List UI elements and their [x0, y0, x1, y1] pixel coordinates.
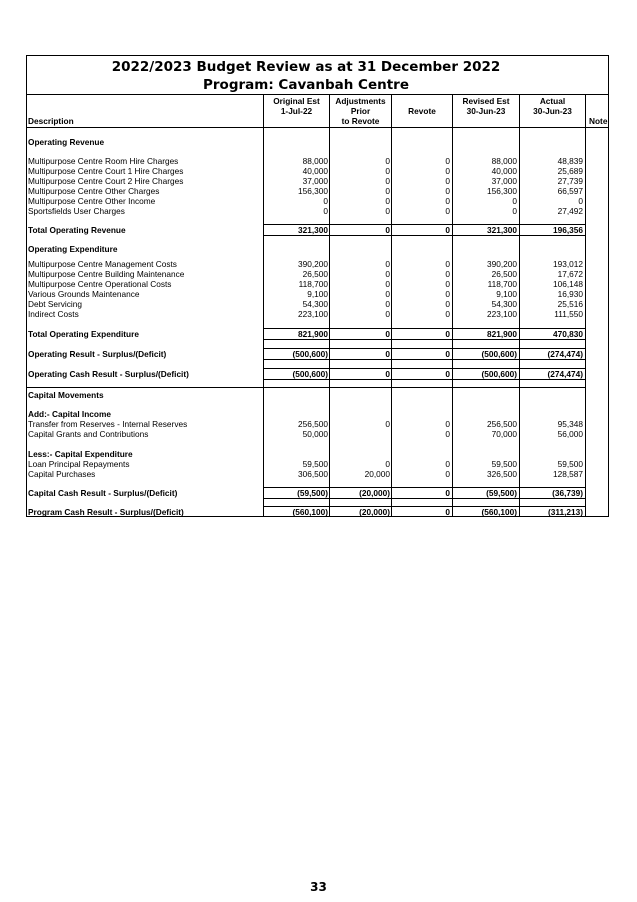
section-heading: Operating Expenditure: [28, 244, 118, 254]
header-description: Description: [28, 116, 74, 126]
table-row: Multipurpose Centre Other Income 0 0 0 0 0: [28, 196, 583, 206]
subsection-heading: Add:- Capital Income: [28, 409, 111, 419]
result-row: Program Cash Result - Surplus/(Deficit) (560,100) (20,000) 0 (560,100) (311,213): [28, 507, 583, 517]
capital-section-rule: [26, 387, 586, 388]
section-heading: Capital Movements: [28, 390, 104, 400]
result-row: Operating Cash Result - Surplus/(Deficit) (500,600) 0 0 (500,600) (274,474): [28, 369, 583, 379]
table-row: Loan Principal Repayments 59,500 0 0 59,500 59,500: [28, 459, 583, 469]
header-revised-est: Revised Est 30-Jun-23: [462, 96, 510, 116]
page-number: 33: [310, 880, 327, 894]
header-original-est: Original Est 1-Jul-22: [273, 96, 320, 116]
total-row: Total Operating Revenue 321,300 0 0 321,300 196,356: [28, 225, 583, 235]
table-row: Capital Grants and Contributions 50,000 0 70,000 56,000: [28, 429, 583, 439]
program-title: Program: Cavanbah Centre: [203, 77, 409, 93]
header-note: Note: [589, 116, 608, 126]
section-heading: Operating Revenue: [28, 137, 105, 147]
header-actual: Actual 30-Jun-23: [533, 96, 572, 116]
table-row: Indirect Costs 223,100 0 0 223,100 111,550: [28, 309, 583, 319]
total-row: Total Operating Expenditure 821,900 0 0 821,900 470,830: [28, 329, 583, 339]
result-row: Capital Cash Result - Surplus/(Deficit) (59,500) (20,000) 0 (59,500) (36,739): [28, 488, 583, 498]
table-row: Various Grounds Maintenance 9,100 0 0 9,100 16,930: [28, 289, 583, 299]
table-row: Capital Purchases 306,500 20,000 0 326,500 128,587: [28, 469, 583, 479]
header-bottom-rule: [26, 127, 609, 128]
table-row: Multipurpose Centre Court 1 Hire Charges 40,000 0 0 40,000 25,689: [28, 166, 583, 176]
table-row: Multipurpose Centre Building Maintenance 26,500 0 0 26,500 17,672: [28, 269, 583, 279]
table-row: Multipurpose Centre Other Charges 156,300 0 0 156,300 66,597: [28, 186, 583, 196]
header-revote: Revote: [408, 106, 436, 116]
table-row: Transfer from Reserves - Internal Reserves 256,500 0 0 256,500 95,348: [28, 419, 583, 429]
table-row: Multipurpose Centre Room Hire Charges 88,000 0 0 88,000 48,839: [28, 156, 583, 166]
header-top-rule: [26, 94, 609, 95]
table-row: Multipurpose Centre Court 2 Hire Charges 37,000 0 0 37,000 27,739: [28, 176, 583, 186]
table-row: Debt Servicing 54,300 0 0 54,300 25,516: [28, 299, 583, 309]
subsection-heading: Less:- Capital Expenditure: [28, 449, 133, 459]
table-row: Sportsfields User Charges 0 0 0 0 27,492: [28, 206, 583, 216]
table-row: Multipurpose Centre Management Costs 390,200 0 0 390,200 193,012: [28, 259, 583, 269]
report-title: 2022/2023 Budget Review as at 31 December 2022: [111, 59, 501, 75]
result-row: Operating Result - Surplus/(Deficit) (500,600) 0 0 (500,600) (274,474): [28, 349, 583, 359]
header-adjustments: Adjustments Prior to Revote: [335, 96, 386, 126]
table-row: Multipurpose Centre Operational Costs 118,700 0 0 118,700 106,148: [28, 279, 583, 289]
